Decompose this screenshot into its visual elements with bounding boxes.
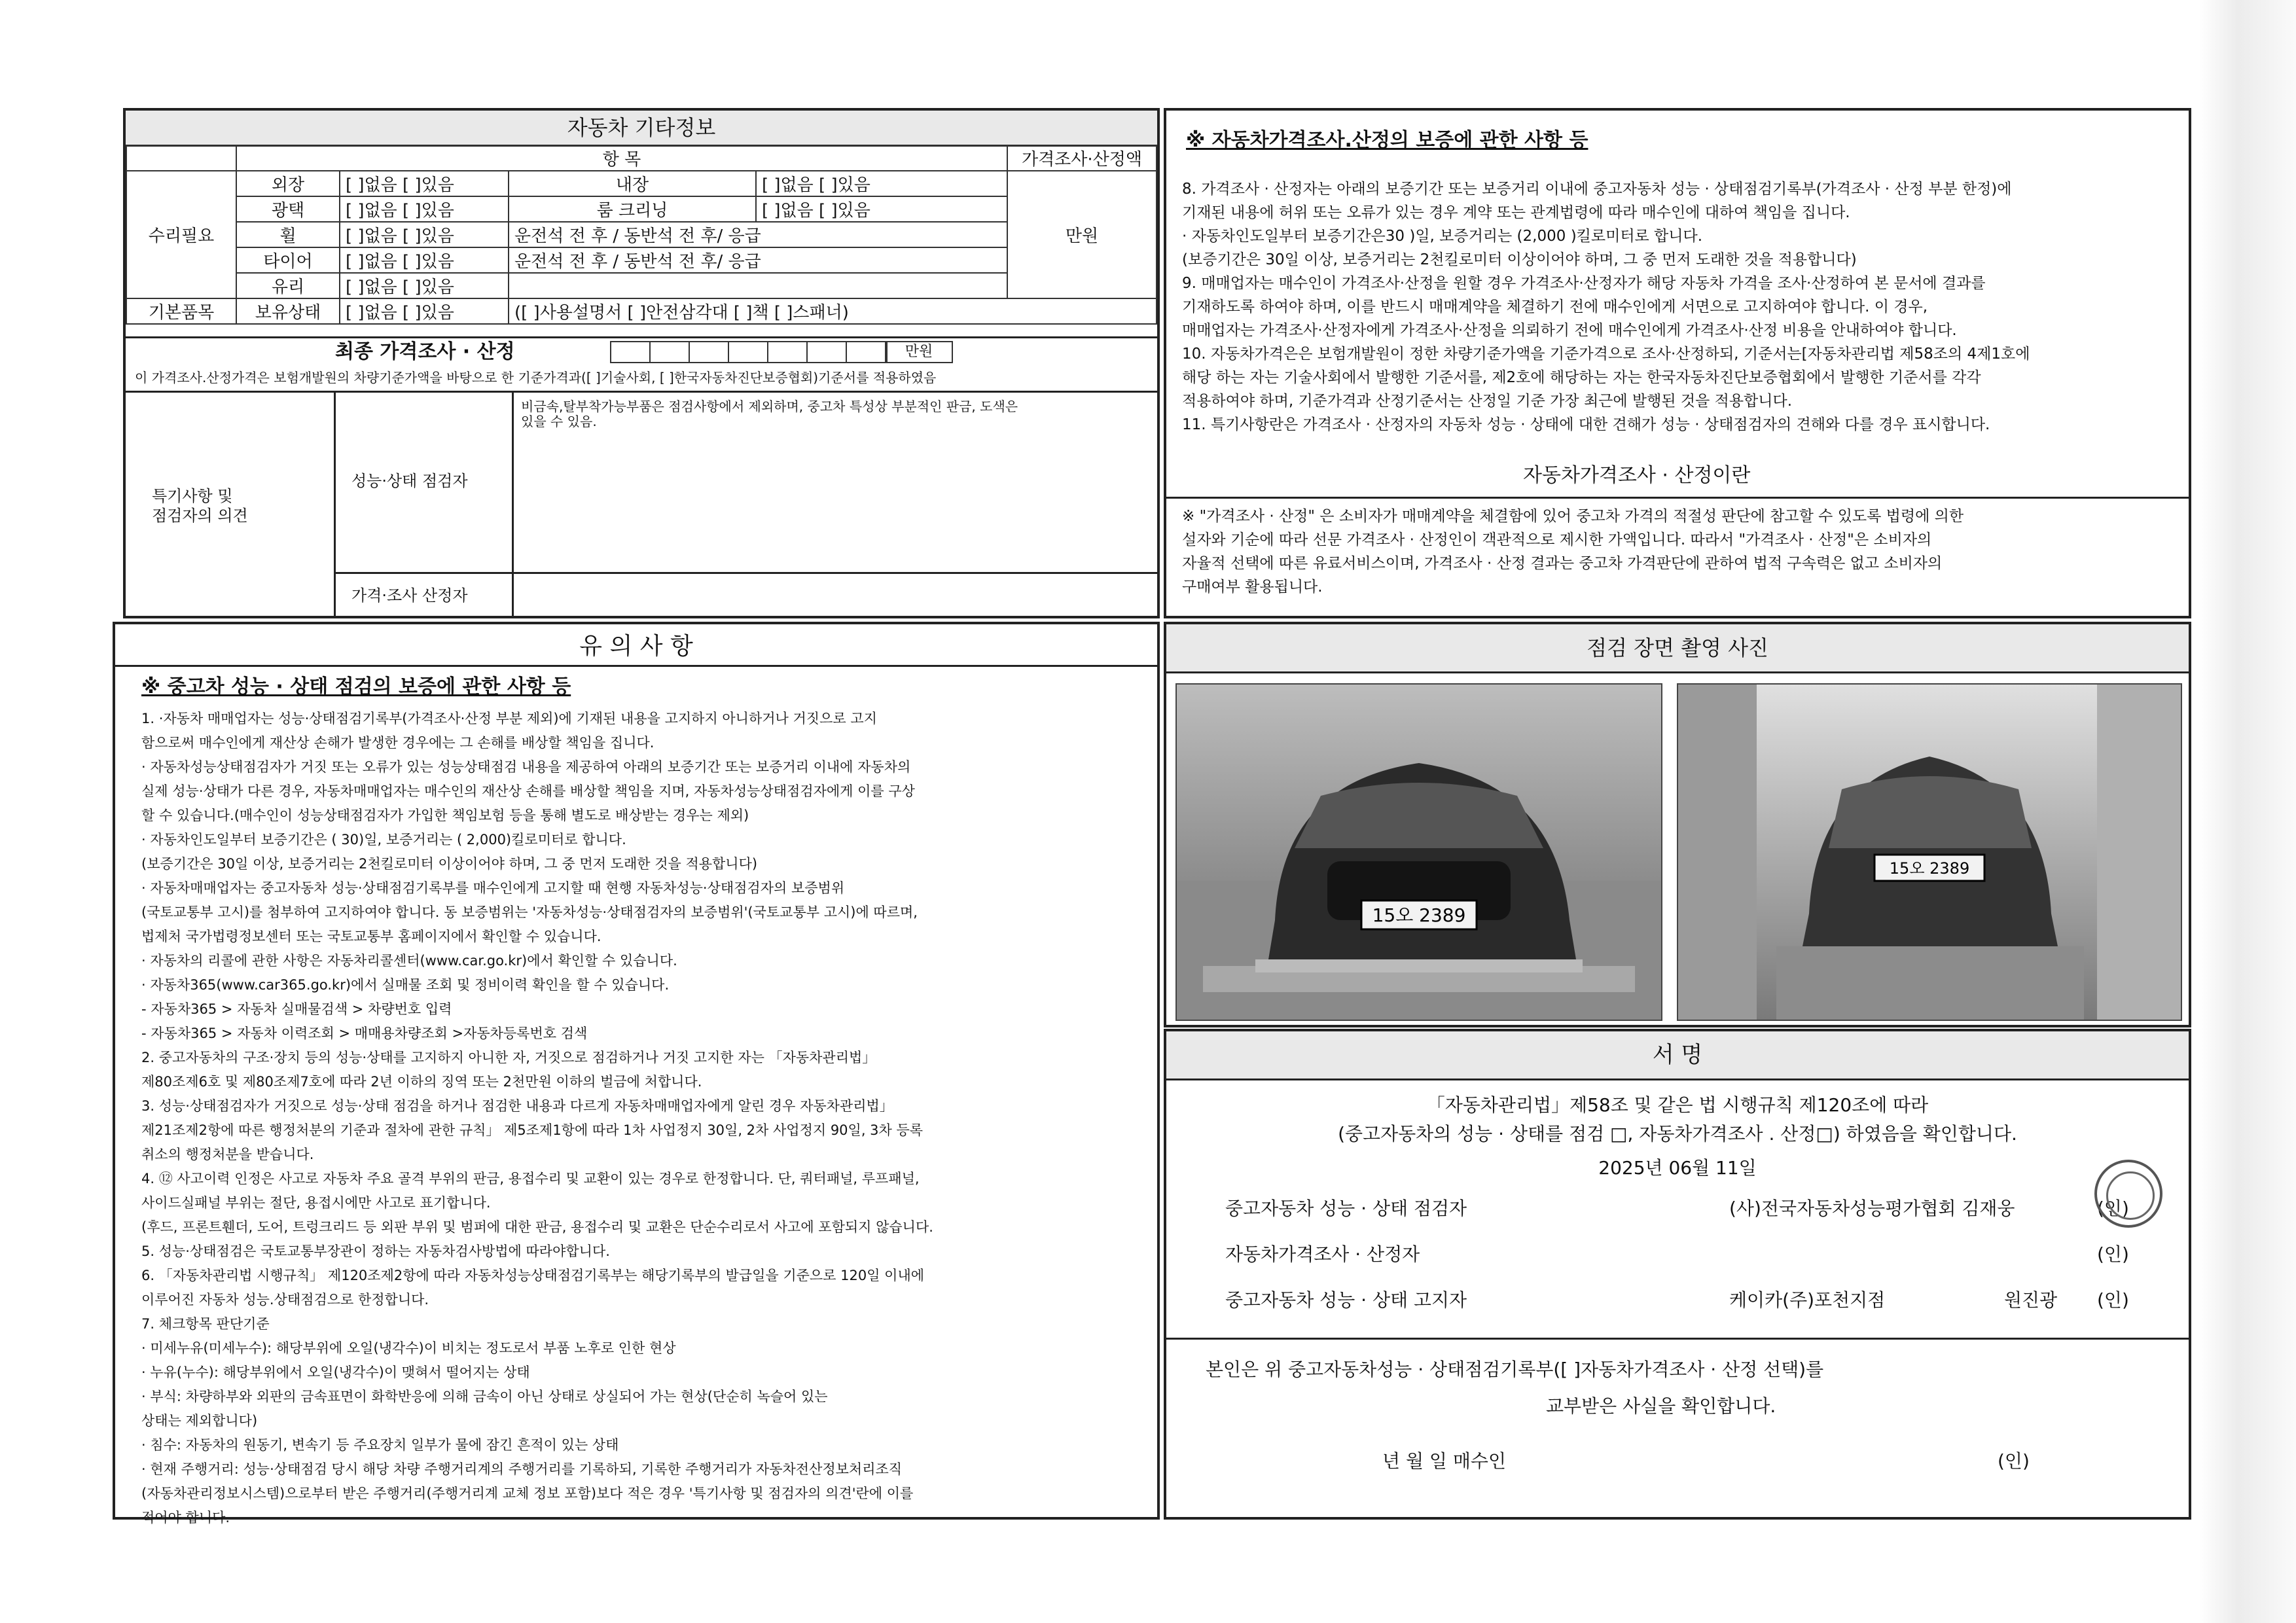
text-line: (국토교통부 고시)를 첨부하여 고지하여야 합니다. 동 보증범위는 '자동차성능·상태점검자의 보증범위'(국토교통부 고시)에 따르며,	[141, 904, 918, 920]
text-line: · 자동차성능상태점검자가 거짓 또는 오류가 있는 성능상태점검 내용을 제공하여 아래의 보증기간 또는 보증거리 이내에 자동차의	[141, 759, 911, 775]
definition-title: 자동차가격조사 · 산정이란	[1523, 464, 1751, 487]
rear-photo-image	[1678, 685, 2181, 1020]
remarks-label-1: 특기사항 및	[152, 487, 233, 505]
row-label: 타이어	[236, 247, 340, 273]
text-line: 기재된 내용에 허위 또는 오류가 있는 경우 계약 또는 관계법령에 따라 매수인에 대하여 책임을 집니다.	[1182, 204, 1850, 221]
text-line: 4. ⑫ 사고이력 인정은 사고로 자동차 주요 골격 부위의 판금, 용접수리 및 교환이 있는 경우로 한정합니다. 단, 쿼터패널, 루프패널,	[141, 1171, 920, 1186]
basic-items-label: 기본품목	[126, 298, 236, 324]
row-options: [ ]없음 [ ]있음	[340, 222, 509, 247]
text-line: · 자동차의 리콜에 관한 사항은 자동차리콜센터(www.car.go.kr)에서 확인할 수 있습니다.	[141, 953, 677, 969]
notifier-company: 케이카(주)포천지점	[1729, 1289, 1886, 1311]
inspector-role: 중고자동차 성능 · 상태 점검자	[1225, 1198, 1467, 1219]
text-line: (후드, 프론트휀더, 도어, 트렁크리드 등 외판 부위 및 범퍼에 대한 판금, 용접수리 및 교환은 단순수리로서 사고에 포함되지 않습니다.	[141, 1219, 933, 1235]
text-line: (자동차관리정보시스템)으로부터 받은 주행거리(주행거리계 교체 정보 포함)보다 적은 경우 '특기사항 및 점검자의 의견'란에 이를	[141, 1486, 914, 1501]
front-plate-text: 15오 2389	[1372, 904, 1466, 926]
law-line-2: (중고자동차의 성능 · 상태를 점검 □, 자동차가격조사 . 산정□) 하였음을 확인합니다.	[1338, 1123, 2017, 1145]
remarks-label-2: 점검자의 의견	[152, 507, 248, 525]
text-line: 1. ·자동차 매매업자는 성능·상태점검기록부(가격조사·산정 부분 제외)에 기재된 내용을 고지하지 아니하거나 거짓으로 고지	[141, 711, 877, 726]
official-seal-icon	[2094, 1160, 2162, 1228]
text-line: 5. 성능·상태점검은 국토교통부장관이 정하는 자동차검사방법에 따라야합니다.	[141, 1243, 610, 1259]
buyer-seal: (인)	[1998, 1450, 2030, 1472]
text-line: 함으로써 매수인에게 재산상 손해가 발생한 경우에는 그 손해를 배상할 책임을 집니다.	[141, 735, 655, 751]
text-line: · 침수: 자동차의 원동기, 변속기 등 주요장치 일부가 물에 잠긴 흔적이 있는 상태	[141, 1437, 619, 1453]
text-line: 7. 체크항목 판단기준	[141, 1316, 270, 1332]
notifier-name: 원진광	[2004, 1289, 2058, 1311]
text-line: 해당 하는 자는 기술사회에서 발행한 기준서를, 제2호에 해당하는 자는 한국자동차진단보증협회에서 발행한 기준서를 각각	[1182, 369, 1981, 386]
text-line: 매매업자는 가격조사·산정자에게 가격조사·산정을 의뢰하기 전에 매수인에게 가격조사·산정 비용을 안내하여야 합니다.	[1182, 322, 1957, 339]
text-line: (보증기간은 30일 이상, 보증거리는 2천킬로미터 이상이어야 하며, 그 중 먼저 도래한 것을 적용합니다)	[1182, 251, 1857, 268]
inspector-label: 성능·상태 점검자	[351, 472, 468, 490]
row-options: [ ]없음 [ ]있음	[340, 196, 509, 222]
vehicle-info-panel	[123, 108, 1160, 618]
text-line: 3. 성능·상태점검자가 거짓으로 성능·상태 점검을 하거나 점검한 내용과 다르게 자동차매매업자에게 알린 경우 자동차관리법」	[141, 1098, 893, 1114]
vehicle-info-table	[126, 145, 1157, 325]
text-line: 적어야 합니다.	[141, 1510, 230, 1525]
confirm-line-2: 교부받은 사실을 확인합니다.	[1546, 1395, 1776, 1417]
row-options: [ ]없음 [ ]있음	[756, 196, 1007, 222]
text-line: 할 수 있습니다.(매수인이 성능상태점검자가 가입한 책임보험 등을 통해 별도로 배상받는 경우는 제외)	[141, 808, 749, 823]
seat-options: 운전석 전 후 / 동반석 전 후/ 응급	[509, 222, 1007, 247]
final-price-boxes	[610, 341, 888, 363]
price-unit: 만원	[1007, 171, 1157, 298]
front-photo-image	[1177, 685, 1661, 1020]
row-label: 유리	[236, 273, 340, 298]
row-label: 외장	[236, 171, 340, 196]
row-label: 내장	[509, 171, 756, 196]
final-price-title: 최종 가격조사 · 산정	[335, 340, 515, 363]
row-options: [ ]없음 [ ]있음	[756, 171, 1007, 196]
text-line: 상태는 제외합니다)	[141, 1413, 258, 1429]
text-line: 기재하도록 하여야 하며, 이를 반드시 매매계약을 체결하기 전에 매수인에게 서면으로 고지하여야 합니다. 이 경우,	[1182, 298, 1928, 315]
text-line: 자율적 선택에 따른 유료서비스이며, 가격조사 · 산정 결과는 중고차 가격판단에 관하여 법적 구속력은 없고 소비자의	[1182, 555, 1943, 572]
text-line: 9. 매매업자는 매수인이 가격조사·산정을 원할 경우 가격조사·산정자가 해당 자동차 가격을 조사·산정하여 본 문서에 결과를	[1182, 275, 1986, 292]
appraiser-seal: (인)	[2097, 1243, 2129, 1265]
text-line: · 미세누유(미세누수): 해당부위에 오일(냉각수)이 비치는 정도로서 부품 노후로 인한 현상	[141, 1340, 676, 1356]
text-line: ※ "가격조사 · 산정" 은 소비자가 매매계약을 체결함에 있어 중고차 가격의 적절성 판단에 참고할 수 있도록 법령에 의한	[1182, 508, 1964, 525]
text-line: · 자동차인도일부터 보증기간은 ( 30)일, 보증거리는 ( 2,000)킬로미터로 합니다.	[141, 832, 626, 847]
text-line: - 자동차365 > 자동차 이력조회 > 매매용차량조회 >자동차등록번호 검색	[141, 1026, 588, 1041]
front-inspection-photo	[1175, 683, 1662, 1021]
rear-inspection-photo	[1677, 683, 2182, 1021]
rear-plate-text: 15오 2389	[1889, 859, 1970, 878]
text-line: 8. 가격조사 · 산정자는 아래의 보증기간 또는 보증거리 이내에 중고자동차 성능 · 상태점검기록부(가격조사 · 산정 부분 한정)에	[1182, 181, 2012, 198]
notice-panel	[113, 622, 1160, 1525]
text-line: 법제처 국가법령정보센터 또는 국토교통부 홈페이지에서 확인할 수 있습니다.	[141, 929, 601, 944]
price-header: 가격조사·산정액	[1007, 145, 1157, 171]
text-line: · 자동차인도일부터 보증기간은30 )일, 보증거리는 (2,000 )킬로미터로 합니다.	[1182, 228, 1703, 245]
text-line: 설자와 기순에 따라 선문 가격조사 · 산정인이 객관적으로 제시한 가액입니다. 따라서 "가격조사 · 산정"은 소비자의	[1182, 531, 1932, 548]
text-line: 2. 중고자동차의 구조·장치 등의 성능·상태를 고지하지 아니한 자, 거짓으로 점검하거나 거짓 고지한 자는 「자동차관리법」	[141, 1050, 876, 1065]
text-line: 구매여부 활용됩니다.	[1182, 579, 1323, 596]
notifier-seal: (인)	[2097, 1289, 2129, 1311]
text-line: 취소의 행정처분을 받습니다.	[141, 1147, 314, 1162]
signature-panel	[1164, 1029, 2191, 1520]
scan-edge-shadow	[2199, 0, 2296, 1623]
possession-label: 보유상태	[236, 298, 340, 324]
text-line: 10. 자동차가격은은 보험개발원이 정한 차량기준가액을 기준가격으로 조사·산정하되, 기준서는[자동차관리법 제58조의 4제1호에	[1182, 346, 2030, 363]
text-line: · 부식: 차량하부와 외판의 금속표면이 화학반응에 의해 금속이 아닌 상태로 상실되어 가는 현상(단순히 녹슬어 있는	[141, 1389, 828, 1404]
row-label: 휠	[236, 222, 340, 247]
buyer-date-line: 년 월 일 매수인	[1382, 1450, 1506, 1472]
row-options: [ ]없음 [ ]있음	[340, 171, 509, 196]
appraisal-subtitle: ※ 자동차가격조사.산정의 보증에 관한 사항 등	[1186, 129, 1588, 152]
inspector-seal: (인)	[2097, 1198, 2129, 1219]
seat-options: 운전석 전 후 / 동반석 전 후/ 응급	[509, 247, 1007, 273]
text-line: · 자동차매매업자는 중고자동차 성능·상태점검기록부를 매수인에게 고지할 때 현행 자동차성능·상태점검자의 보증범위	[141, 880, 845, 896]
final-price-note: 이 가격조사.산정가격은 보험개발원의 차량기준가액을 바탕으로 한 기준가격과([ ]기술사회, [ ]한국자동차진단보증협회)기준서를 적용하였음	[135, 370, 937, 385]
signature-title: 서 명	[1166, 1031, 2189, 1080]
notice-subtitle: ※ 중고차 성능 · 상태 점검의 보증에 관한 사항 등	[141, 675, 571, 698]
possession-options: [ ]없음 [ ]있음	[340, 298, 509, 324]
text-line: 적용하여야 하며, 기준가격과 산정기준서는 산정일 기준 가장 최근에 발행된 것을 적용합니다.	[1182, 393, 1793, 410]
appraiser-role: 자동차가격조사 · 산정자	[1225, 1243, 1420, 1265]
text-line: 이루어진 자동차 성능.상태점검으로 한정합니다.	[141, 1292, 429, 1308]
text-line: 사이드실패널 부위는 절단, 용접시에만 사고로 표기합니다.	[141, 1195, 491, 1211]
text-line: 실제 성능·상태가 다른 경우, 자동차매매업자는 매수인의 재산상 손해를 배상할 책임을 지며, 자동차성능상태점검자에게 이를 구상	[141, 783, 915, 799]
row-options: [ ]없음 [ ]있음	[340, 273, 509, 298]
row-label: 광택	[236, 196, 340, 222]
basic-items-detail: ([ ]사용설명서 [ ]안전삼각대 [ ]책 [ ]스패너)	[509, 298, 1157, 324]
vehicle-info-title: 자동차 기타정보	[126, 111, 1157, 147]
text-line: · 자동차365(www.car365.go.kr)에서 실매물 조회 및 정비이력 확인을 할 수 있습니다.	[141, 977, 670, 993]
text-line: 6. 「자동차관리법 시행규칙」 제120조제2항에 따라 자동차성능상태점검기록부는 해당기록부의 발급일을 기준으로 120일 이내에	[141, 1268, 925, 1283]
row-label: 룸 크리닝	[509, 196, 756, 222]
text-line: 11. 특기사항란은 가격조사 · 산정자의 자동차 성능 · 상태에 대한 견해가 성능 · 상태점검자의 견해와 다를 경우 표시합니다.	[1182, 416, 1990, 433]
final-price-unit: 만원	[885, 341, 953, 363]
photo-panel	[1164, 622, 2191, 1027]
confirm-line-1: 본인은 위 중고자동차성능 · 상태점검기록부([ ]자동차가격조사 · 산정 선택)를	[1206, 1359, 1824, 1380]
notifier-role: 중고자동차 성능 · 상태 고지자	[1225, 1289, 1467, 1311]
photo-title: 점검 장면 촬영 사진	[1166, 624, 2189, 673]
text-line: - 자동차365 > 자동차 실매물검색 > 차량번호 입력	[141, 1001, 452, 1017]
text-line: · 누유(누수): 해당부위에서 오일(냉각수)이 맺혀서 떨어지는 상태	[141, 1364, 530, 1380]
law-line-1: 「자동차관리법」제58조 및 같은 법 시행규칙 제120조에 따라	[1426, 1094, 1929, 1116]
text-line: (보증기간은 30일 이상, 보증거리는 2천킬로미터 이상이어야 하며, 그 중 먼저 도래한 것을 적용합니다)	[141, 856, 758, 872]
notice-title: 유 의 사 항	[115, 628, 1157, 667]
text-line: · 현재 주행거리: 성능·상태점검 당시 해당 차량 주행거리계의 주행거리를 기록하되, 기록한 주행거리가 자동차전산정보처리조직	[141, 1461, 903, 1477]
inspector-name: (사)전국자동차성능평가협회 김재웅	[1729, 1198, 2015, 1219]
inspector-note: 있을 수 있음.	[521, 414, 597, 429]
item-header: 항 목	[236, 145, 1007, 171]
appraisal-panel	[1164, 108, 2191, 618]
text-line: 제21조제2항에 따른 행정처분의 기준과 절차에 관한 규칙」 제5조제1항에 따라 1차 사업정지 30일, 2차 사업정지 90일, 3차 등록	[141, 1122, 924, 1138]
signature-date: 2025년 06월 11일	[1598, 1157, 1757, 1179]
row-options: [ ]없음 [ ]있음	[340, 247, 509, 273]
inspector-note: 비금속,탈부착가능부품은 점검사항에서 제외하며, 중고차 특성상 부분적인 판금, 도색은	[521, 399, 1018, 414]
repair-needed-label: 수리필요	[126, 171, 236, 298]
appraiser-label: 가격·조사 산정자	[351, 586, 468, 605]
text-line: 제80조제6호 및 제80조제7호에 따라 2년 이하의 징역 또는 2천만원 이하의 벌금에 처합니다.	[141, 1074, 702, 1090]
